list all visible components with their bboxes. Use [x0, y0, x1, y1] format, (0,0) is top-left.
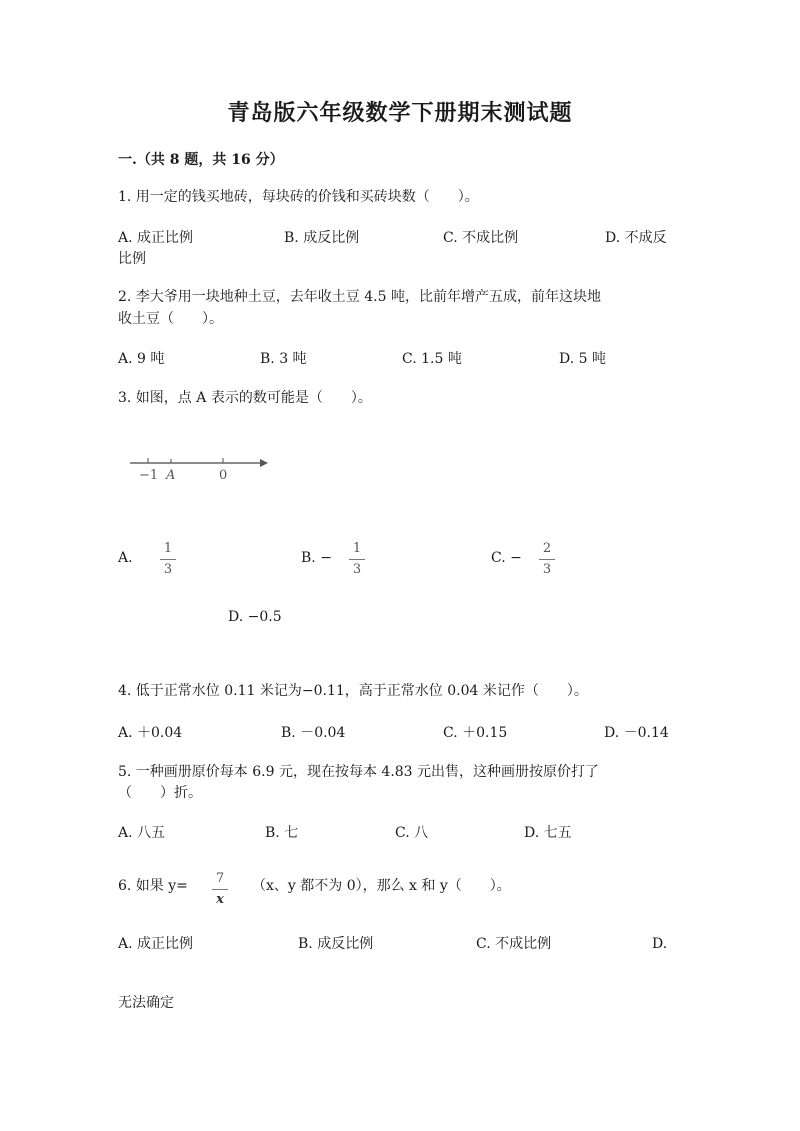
question-6-fraction: [212, 870, 228, 908]
question-4-option-d: D. －0.14: [604, 725, 669, 741]
page-title: 青岛版六年级数学下册期末测试题: [227, 100, 573, 126]
question-3-stem: 3. 如图，点 A 表示的数可能是（ ）。: [118, 390, 372, 406]
fraction-denominator: x: [216, 892, 224, 907]
question-6-stem-suffix: （x、y 都不为 0），那么 x 和 y（ ）。: [252, 878, 511, 894]
fraction-bar: [160, 559, 176, 560]
question-3-option-a-prefix: A.: [118, 550, 133, 566]
question-5-option-a: A. 八五: [118, 825, 166, 841]
question-5-stem-line2: （ ）折。: [118, 785, 202, 801]
fraction-numerator: 7: [215, 871, 225, 886]
question-4-option-c: C. ＋0.15: [443, 725, 508, 741]
question-3-option-d: D. −0.5: [228, 609, 282, 625]
fraction-bar: [349, 559, 365, 560]
question-5-stem-line1: 5. 一种画册原价每本 6.9 元，现在按每本 4.83 元出售，这种画册按原价打了: [118, 764, 600, 780]
question-5-option-d: D. 七五: [524, 825, 572, 841]
question-1-option-b: B. 成反比例: [284, 230, 360, 246]
question-2-option-c: C. 1.5 吨: [402, 351, 462, 367]
fraction-numerator: 1: [352, 541, 362, 556]
question-1-option-d-cont: 比例: [118, 251, 146, 267]
question-1-option-c: C. 不成比例: [443, 230, 519, 246]
question-2-stem-line1: 2. 李大爷用一块地种土豆，去年收土豆 4.5 吨，比前年增产五成，前年这块地: [118, 289, 601, 305]
fraction-bar: [212, 889, 228, 890]
fraction-denominator: 3: [352, 562, 362, 577]
number-line-label-0: 0: [219, 468, 228, 483]
question-2-option-a: A. 9 吨: [118, 351, 165, 367]
question-2-option-b: B. 3 吨: [260, 351, 307, 367]
section-header: 一.（共 8 题，共 16 分）: [118, 152, 284, 168]
question-6-option-a: A. 成正比例: [118, 936, 194, 952]
question-1-option-d: D. 不成反: [605, 230, 667, 246]
question-6-option-c: C. 不成比例: [476, 936, 552, 952]
number-line-arrow: [260, 459, 268, 467]
question-6-option-d-cont: 无法确定: [118, 995, 174, 1011]
question-3-option-a-fraction: [160, 540, 176, 578]
question-2-option-d: D. 5 吨: [559, 351, 606, 367]
fraction-denominator: 3: [542, 562, 552, 577]
question-3-option-c-fraction: [539, 540, 555, 578]
question-3-option-b-prefix: B. −: [301, 550, 332, 566]
number-line-label-neg1: −1: [139, 468, 159, 483]
question-1-option-a: A. 成正比例: [118, 230, 194, 246]
question-6-option-d: D.: [652, 936, 668, 952]
fraction-denominator: 3: [163, 562, 173, 577]
number-line-figure: [126, 450, 276, 486]
question-1-stem: 1. 用一定的钱买地砖，每块砖的价钱和买砖块数（ ）。: [118, 189, 479, 205]
question-3-option-b-fraction: [349, 540, 365, 578]
question-6-stem-prefix: 6. 如果 y=: [118, 878, 188, 894]
question-5-option-b: B. 七: [265, 825, 299, 841]
question-4-option-b: B. －0.04: [281, 725, 346, 741]
fraction-numerator: 2: [542, 541, 552, 556]
fraction-numerator: 1: [163, 541, 173, 556]
question-5-option-c: C. 八: [395, 825, 429, 841]
question-4-option-a: A. ＋0.04: [118, 725, 183, 741]
question-6-option-b: B. 成反比例: [298, 936, 374, 952]
question-4-stem: 4. 低于正常水位 0.11 米记为−0.11，高于正常水位 0.04 米记作（ ）。: [118, 683, 588, 699]
fraction-bar: [539, 559, 555, 560]
question-2-stem-line2: 收土豆（ ）。: [118, 311, 223, 327]
number-line-label-a: A: [166, 468, 176, 483]
question-3-option-c-prefix: C. −: [491, 550, 522, 566]
